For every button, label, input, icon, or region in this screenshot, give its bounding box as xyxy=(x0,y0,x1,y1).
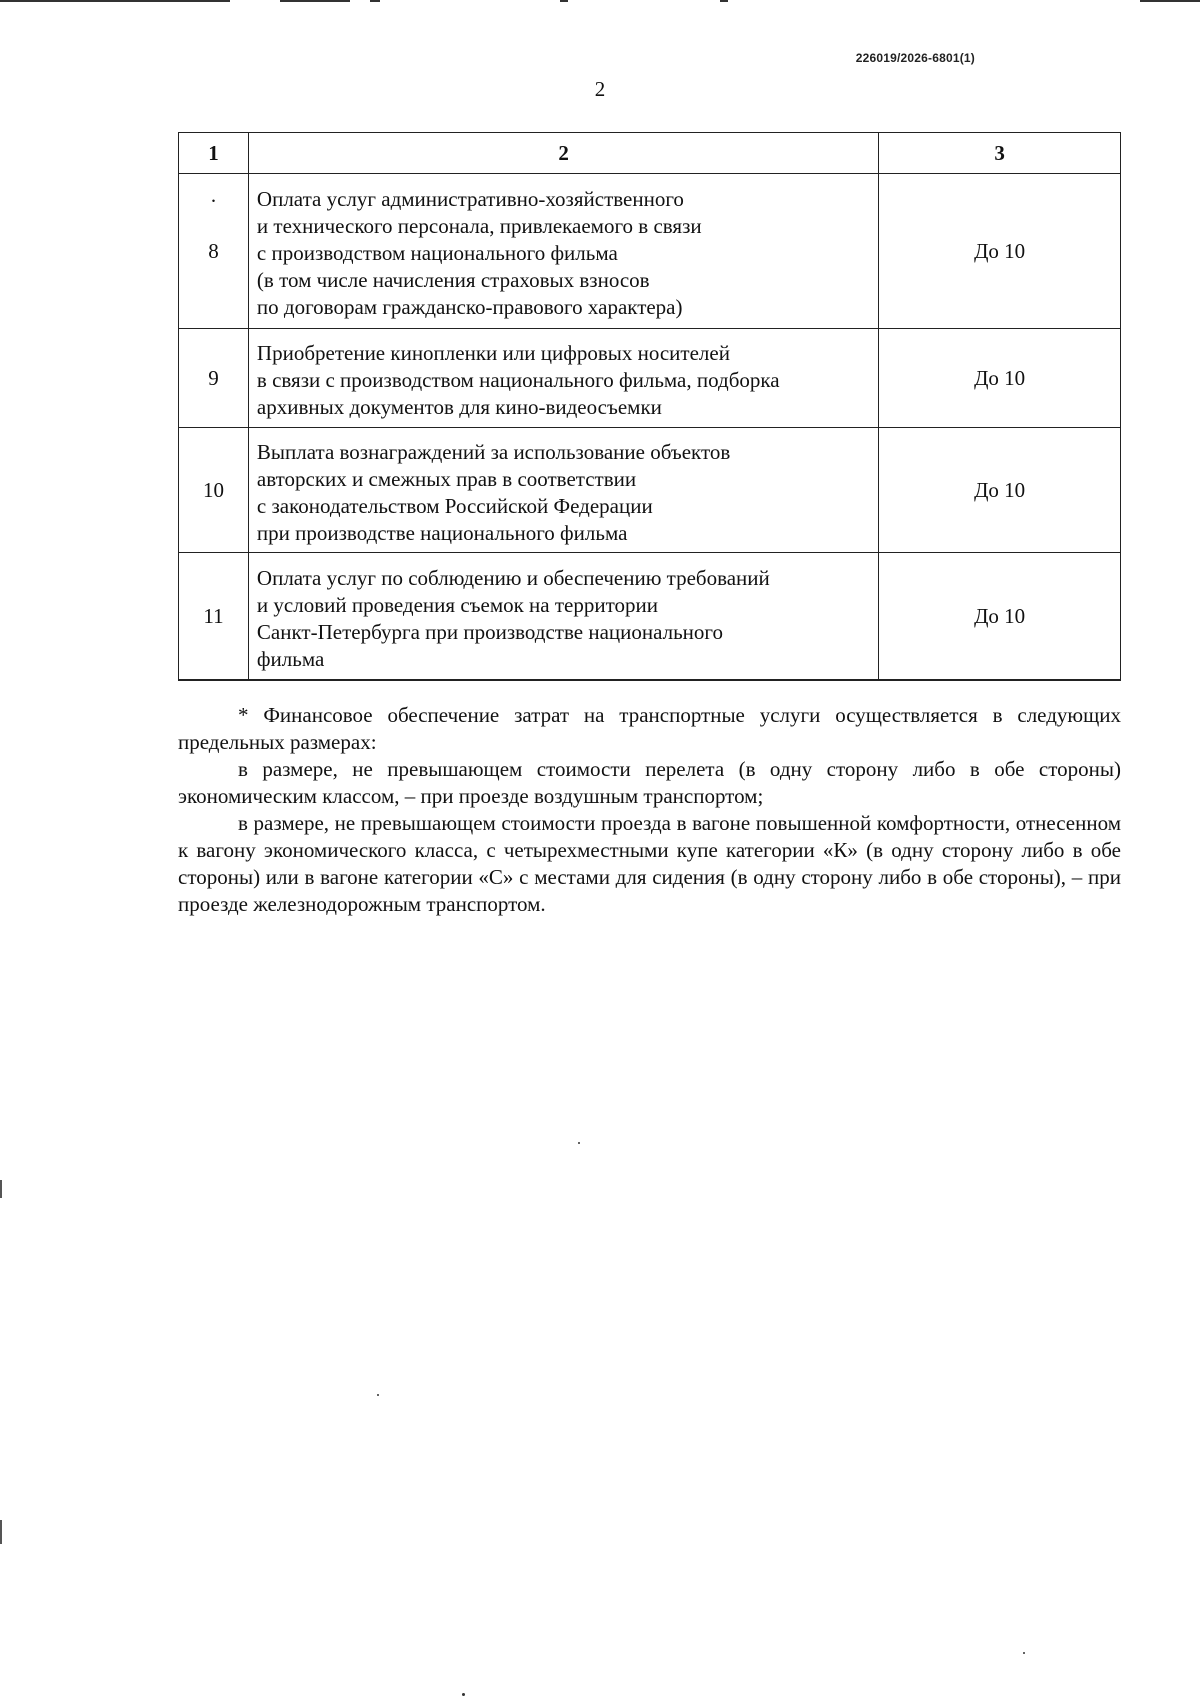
scan-edge-mark xyxy=(0,1180,2,1198)
row-number-cell xyxy=(179,174,249,329)
description-line: фильма xyxy=(256,646,325,671)
row-value: До 10 xyxy=(879,329,1121,428)
table-header-row xyxy=(179,133,1121,174)
row-description xyxy=(248,428,878,553)
row-number: 11 xyxy=(179,553,249,681)
description-line: при производстве национального фильма xyxy=(256,520,628,545)
row-number: 9 xyxy=(179,329,249,428)
description-line: и условий проведения съемок на территории xyxy=(256,592,658,617)
row-description xyxy=(248,553,878,681)
footnote-paragraph: в размере, не превышающем стоимости проезда в вагоне повышенной комфортности, отнесенном к вагону экономического класса, с четырехместными купе категории «К» (в одну сторону либо в обе стороны) или в вагоне категории «С» с местами для сидения (в одну сторону либо в обе стороны), – при проезде железнодорожным транспортом. xyxy=(178,811,1121,916)
description-line: архивных документов для кино-видеосъемки xyxy=(256,395,662,419)
table-row xyxy=(179,329,1121,428)
description-line: Оплата услуг административно-хозяйственного xyxy=(256,187,684,211)
description-line: авторских и смежных прав в соответствии xyxy=(256,466,637,491)
description-line: Приобретение кинопленки или цифровых носителей xyxy=(256,341,730,365)
footnote-text xyxy=(178,702,1121,918)
footnote-paragraph: в размере, не превышающем стоимости перелета (в одну сторону либо в обе стороны) экономическим классом, – при проезде воздушным транспортом; xyxy=(178,757,1121,808)
row-marker: . xyxy=(210,183,217,207)
document-number: 226019/2026-6801(1) xyxy=(855,51,975,65)
scan-speck xyxy=(462,1693,465,1696)
row-number: 10 xyxy=(179,428,249,553)
description-line: Выплата вознаграждений за использование объектов xyxy=(256,439,731,464)
row-description xyxy=(248,174,878,329)
page-number: 2 xyxy=(594,77,606,101)
row-value: До 10 xyxy=(879,428,1121,553)
row-number: 8 xyxy=(208,238,219,263)
row-value: До 10 xyxy=(879,174,1121,329)
description-line: и технического персонала, привлекаемого в связи xyxy=(256,214,702,238)
column-header: 3 xyxy=(879,133,1121,174)
description-line: (в том числе начисления страховых взносов xyxy=(256,268,650,292)
table-row xyxy=(179,174,1121,329)
description-line: Санкт-Петербурга при производстве национального xyxy=(256,619,724,644)
scan-speck xyxy=(1023,1652,1025,1654)
scan-speck xyxy=(578,1142,580,1144)
row-value: До 10 xyxy=(879,553,1121,681)
description-line: в связи с производством национального фильма, подборка xyxy=(256,368,780,392)
description-line: Оплата услуг по соблюдению и обеспечению требований xyxy=(256,565,770,590)
table-row xyxy=(179,553,1121,681)
column-header: 1 xyxy=(179,133,249,174)
row-description xyxy=(248,329,878,428)
description-line: с законодательством Российской Федерации xyxy=(256,493,653,518)
description-line: с производством национального фильма xyxy=(256,241,618,265)
description-line: по договорам гражданско-правового характера) xyxy=(256,295,683,319)
scan-speck xyxy=(377,1394,379,1396)
footnote-paragraph: * Финансовое обеспечение затрат на транспортные услуги осуществляется в следующих предельных размерах: xyxy=(178,703,1121,754)
table-row xyxy=(179,428,1121,553)
scan-edge-mark xyxy=(0,1520,2,1544)
expense-table xyxy=(178,132,1121,681)
column-header: 2 xyxy=(248,133,878,174)
scan-top-edge xyxy=(0,0,1200,2)
